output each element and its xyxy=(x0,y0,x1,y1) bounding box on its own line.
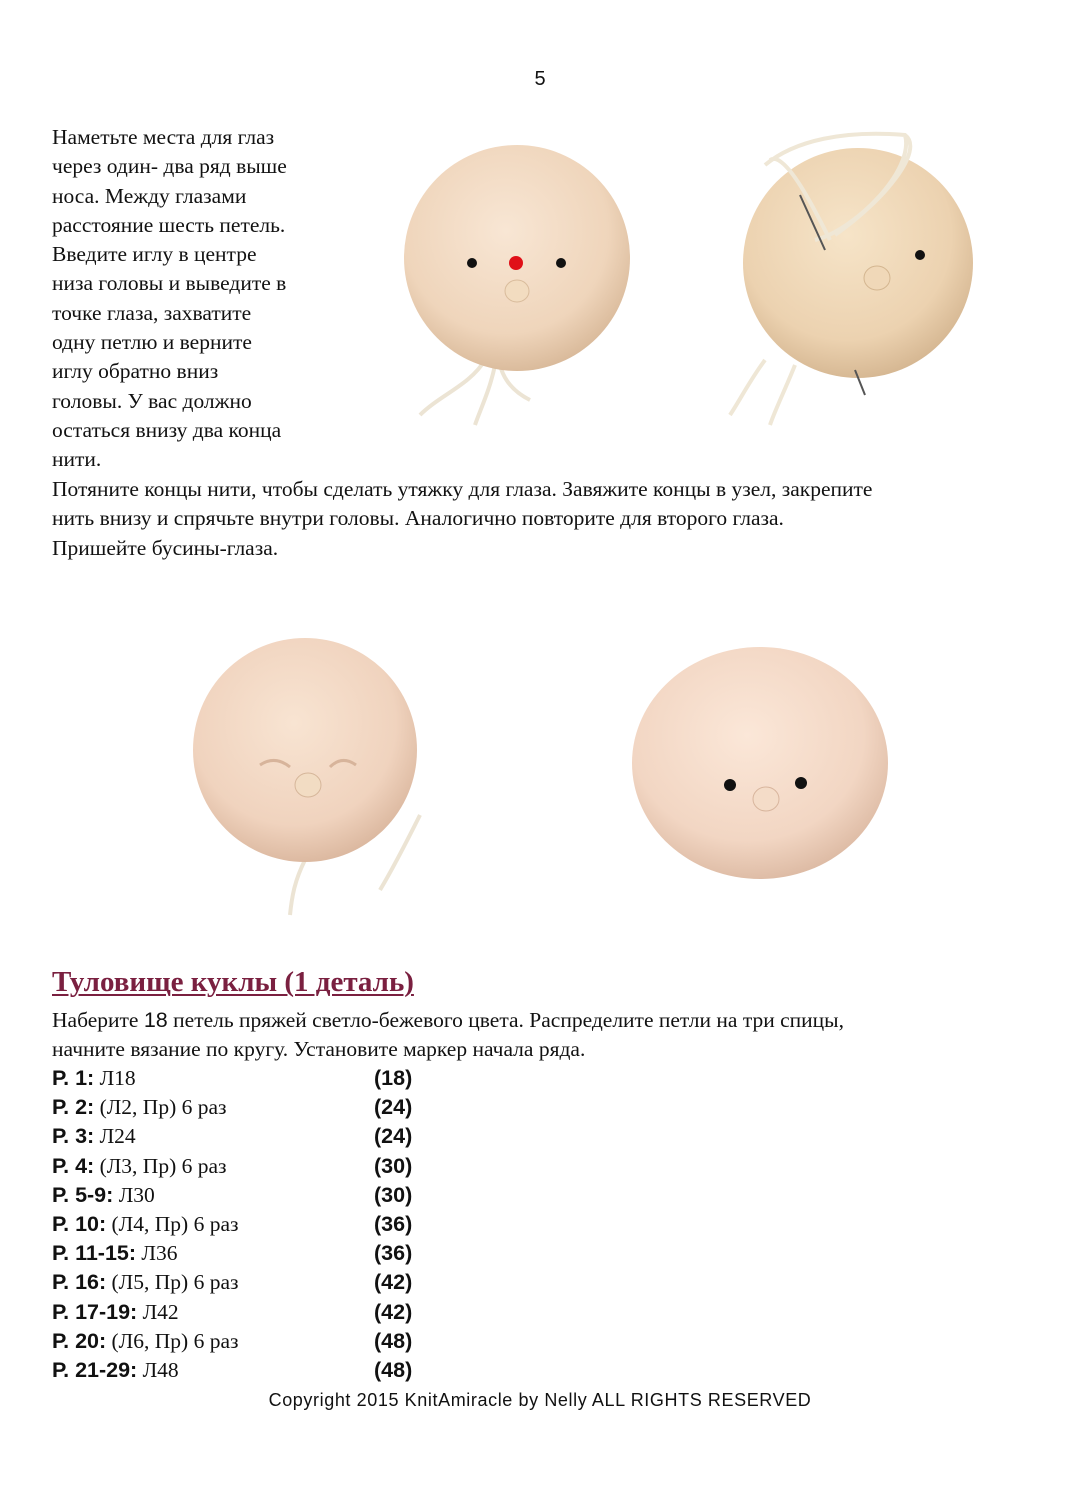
row-text: (Л5, Пр) 6 раз xyxy=(106,1270,239,1295)
bead-eye-right xyxy=(795,777,807,789)
nose xyxy=(505,280,529,302)
pattern-row xyxy=(52,1093,452,1122)
paragraph-line: Потяните концы нити, чтобы сделать утяжку для глаза. Завяжите концы в узел, закрепите xyxy=(52,477,873,501)
knit-head xyxy=(743,148,973,378)
photo-head-finished xyxy=(625,645,900,895)
eye-pin-right xyxy=(556,258,566,268)
section-intro-line: начните вязание по кругу. Установите маркер начала ряда. xyxy=(52,1037,586,1062)
pattern-row xyxy=(52,1064,452,1093)
pattern-row xyxy=(52,1268,452,1297)
copyright-footer: Copyright 2015 KnitAmiracle by Nelly ALL RIGHTS RESERVED xyxy=(268,1390,812,1410)
pattern-row xyxy=(52,1298,452,1327)
nose-marker-pin xyxy=(509,256,523,270)
row-text: (Л2, Пр) 6 раз xyxy=(94,1095,227,1120)
intro-line: нити. xyxy=(52,447,102,472)
row-label: Р. 10: xyxy=(52,1211,107,1236)
row-count: (42) xyxy=(374,1299,413,1324)
row-label: Р. 2: xyxy=(52,1095,95,1120)
row-count: (24) xyxy=(374,1095,413,1120)
intro-line: низа головы и выведите в xyxy=(52,271,287,296)
photo-head-with-needle xyxy=(705,110,1035,440)
nose xyxy=(753,787,779,811)
row-text: Л42 xyxy=(137,1299,179,1324)
paragraph xyxy=(52,475,1062,563)
row-count: (30) xyxy=(374,1153,413,1178)
row-label: Р. 20: xyxy=(52,1328,107,1353)
intro-line: Введите иглу в центре xyxy=(52,242,257,267)
row-text: Л24 xyxy=(94,1124,136,1149)
knit-head xyxy=(193,638,417,862)
stitch-count: 18 xyxy=(143,1008,168,1032)
row-text: Л18 xyxy=(94,1066,136,1090)
pattern-row xyxy=(52,1356,452,1385)
pattern-row xyxy=(52,1152,452,1181)
row-label: Р. 17-19: xyxy=(52,1299,138,1324)
intro-line: одну петлю и верните xyxy=(52,330,252,355)
intro-text xyxy=(52,123,352,475)
row-count: (36) xyxy=(374,1241,413,1266)
paragraph-line: Пришейте бусины-глаза. xyxy=(52,535,279,560)
intro-line: остаться внизу два конца xyxy=(52,417,282,442)
intro-line: через один- два ряд выше xyxy=(52,154,287,179)
pattern-row xyxy=(52,1122,452,1151)
paragraph-line: нить внизу и спрячьте внутри головы. Аналогично повторите для второго глаза. xyxy=(52,506,784,531)
section-intro-line: Наберите 18 петель пряжей светло-бежевого цвета. Распределите петли на три спицы, xyxy=(52,1008,844,1032)
section-intro xyxy=(52,1006,1062,1065)
intro-line: точке глаза, захватите xyxy=(52,300,252,325)
row-text: (Л3, Пр) 6 раз xyxy=(94,1153,227,1178)
intro-line: расстояние шесть петель. xyxy=(52,212,286,237)
row-label: Р. 3: xyxy=(52,1124,95,1149)
yarn-ends xyxy=(730,360,795,425)
bead-eye-left xyxy=(724,779,736,791)
row-count: (48) xyxy=(374,1328,413,1353)
intro-line: головы. У вас должно xyxy=(52,388,252,413)
pattern-rows xyxy=(52,1064,452,1385)
intro-line: иглу обратно вниз xyxy=(52,359,219,384)
pattern-row xyxy=(52,1239,452,1268)
row-text: (Л6, Пр) 6 раз xyxy=(106,1328,239,1353)
page-number: 5 xyxy=(534,68,546,90)
row-count: (30) xyxy=(374,1182,413,1207)
row-label: Р. 1: xyxy=(52,1066,95,1090)
row-label: Р. 21-29: xyxy=(52,1357,138,1382)
nose xyxy=(295,773,321,797)
pattern-row xyxy=(52,1181,452,1210)
row-count: (24) xyxy=(374,1124,413,1149)
row-label: Р. 4: xyxy=(52,1153,95,1178)
nose xyxy=(864,266,890,290)
row-count: (18) xyxy=(374,1066,413,1090)
row-text: Л30 xyxy=(113,1182,155,1207)
photo-head-shaped xyxy=(180,625,455,925)
intro-line: носа. Между глазами xyxy=(52,183,247,208)
eye-pin xyxy=(915,250,925,260)
pattern-row xyxy=(52,1327,452,1356)
row-text: (Л4, Пр) 6 раз xyxy=(106,1211,239,1236)
row-count: (42) xyxy=(374,1270,413,1295)
row-count: (48) xyxy=(374,1357,413,1382)
row-text: Л48 xyxy=(137,1357,179,1382)
intro-line: Наметьте места для глаз xyxy=(52,125,275,149)
knit-head xyxy=(632,647,888,879)
photo-head-with-pins xyxy=(380,125,680,435)
eye-pin-left xyxy=(467,258,477,268)
row-count: (36) xyxy=(374,1211,413,1236)
pattern-row xyxy=(52,1210,452,1239)
row-label: Р. 16: xyxy=(52,1270,107,1295)
row-label: Р. 5-9: xyxy=(52,1182,114,1207)
row-label: Р. 11-15: xyxy=(52,1241,137,1266)
section-title: Туловище куклы (1 деталь) xyxy=(52,966,414,998)
row-text: Л36 xyxy=(136,1241,178,1266)
